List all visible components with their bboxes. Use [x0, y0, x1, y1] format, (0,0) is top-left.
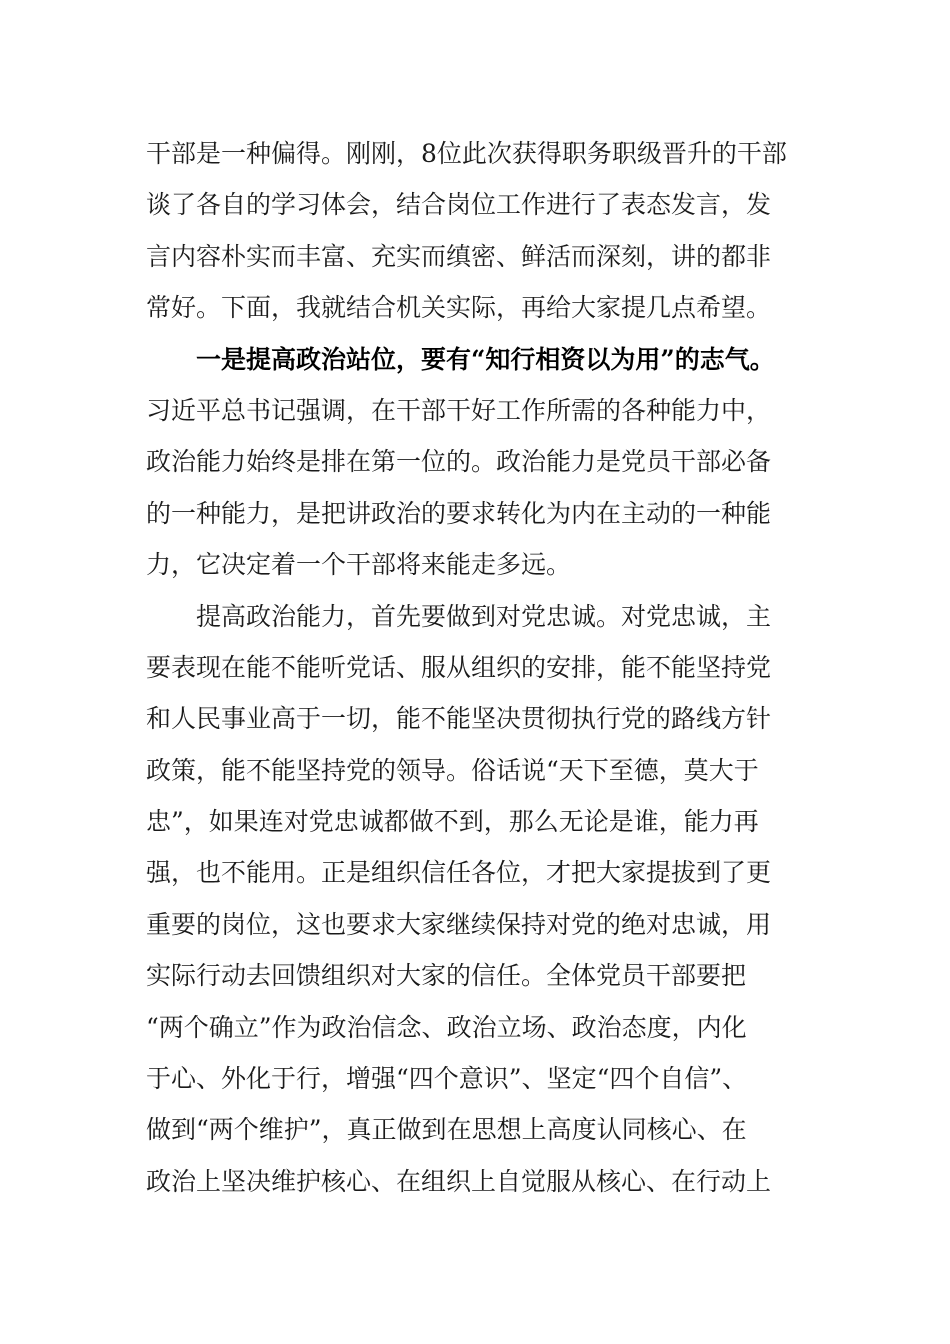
text-line: 实际行动去回馈组织对大家的信任。全体党员干部要把 — [146, 961, 747, 991]
text-line: 常好。下面，我就结合机关实际，再给大家提几点希望。 — [146, 293, 772, 323]
text-line: 于心、外化于行，增强“四个意识”、坚定“四个自信”、 — [146, 1064, 748, 1094]
text-line: 谈了各自的学习体会，结合岗位工作进行了表态发言，发 — [146, 190, 772, 220]
text-line: 和人民事业高于一切，能不能坚决贯彻执行党的路线方针 — [146, 704, 772, 734]
text-line: 强，也不能用。正是组织信任各位，才把大家提拔到了更 — [146, 858, 772, 888]
text-line: 干部是一种偏得。刚刚，8位此次获得职务职级晋升的干部 — [146, 139, 787, 168]
text-line: 忠”，如果连对党忠诚都做不到，那么无论是谁，能力再 — [146, 807, 759, 837]
text-line: “两个确立”作为政治信念、政治立场、政治态度，内化 — [146, 1012, 747, 1042]
text-line: 做到“两个维护”，真正做到在思想上高度认同核心、在 — [146, 1115, 747, 1145]
paragraph-3 — [146, 591, 806, 1208]
text-line: 习近平总书记强调，在干部干好工作所需的各种能力中， — [146, 395, 772, 425]
text-line: 力，它决定着一个干部将来能走多远。 — [146, 550, 572, 580]
text-line: 要表现在能不能听党话、服从组织的安排，能不能坚持党 — [146, 652, 772, 682]
section-heading: 一是提高政治站位，要有“知行相资以为用”的志气。 — [196, 344, 775, 374]
text-line: 政策，能不能坚持党的领导。俗话说“天下至德，莫大于 — [146, 755, 759, 785]
text-line: 政治能力始终是排在第一位的。政治能力是党员干部必备 — [146, 447, 772, 477]
text-line: 的一种能力，是把讲政治的要求转化为内在主动的一种能 — [146, 498, 772, 528]
text-line: 言内容朴实而丰富、充实而缜密、鲜活而深刻，讲的都非 — [146, 241, 772, 271]
text-line: 政治上坚决维护核心、在组织上自觉服从核心、在行动上 — [146, 1166, 772, 1196]
paragraph-2 — [146, 334, 806, 591]
text-line: 重要的岗位，这也要求大家继续保持对党的绝对忠诚，用 — [146, 909, 772, 939]
body-text — [146, 128, 806, 1207]
text-line: 提高政治能力，首先要做到对党忠诚。对党忠诚，主 — [196, 601, 772, 631]
paragraph-1 — [146, 128, 806, 334]
